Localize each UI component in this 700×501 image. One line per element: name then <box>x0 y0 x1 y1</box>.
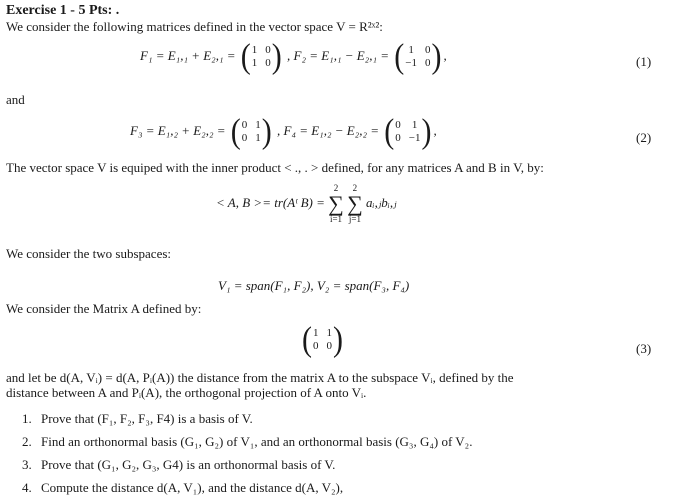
f2-matrix: ( 1 0 −1 0 ) <box>394 37 442 76</box>
matrix-a-text: We consider the Matrix A defined by: <box>6 301 202 316</box>
task-number: 3. <box>22 457 32 472</box>
f4-definition: , F₄ = E₁,₂ − E₂,₂ = <box>277 122 383 138</box>
f3-definition: F₃ = E₁,₂ + E₂,₂ = <box>130 122 229 138</box>
list-item <box>22 480 343 496</box>
distance-definition-line-1: and let be d(A, Vᵢ) = d(A, Pᵢ(A)) the distance from the matrix A to the subspace Vᵢ, defined by the <box>6 370 514 385</box>
task-number: 4. <box>22 480 32 495</box>
f1-matrix: ( 1 0 1 0 ) <box>240 37 282 76</box>
task-number: 1. <box>22 411 32 426</box>
inner-product-text: The vector space V is equiped with the inner product < ., . > defined, for any matrices A and B in V, by: <box>6 160 544 175</box>
intro-text: We consider the following matrices defined in the vector space V = R²ˣ²: <box>6 19 383 34</box>
list-item <box>22 457 335 473</box>
equation-2-number: (2) <box>636 130 652 145</box>
exercise-title: Exercise 1 - 5 Pts: . <box>6 3 120 18</box>
inner-product-formula <box>216 184 397 224</box>
equation-2: F₃ = E₁,₂ + E₂,₂ = ( 0 1 0 1 ) , F₄ = E₁,₂ − E₂,₂ = ( 0 1 0 −1 ) , <box>130 112 437 151</box>
f2-definition: , F₂ = E₁,₁ − E₂,₁ = <box>287 47 393 63</box>
f4-matrix: ( 0 1 0 −1 ) <box>384 112 432 151</box>
equation-1: F₁ = E₁,₁ + E₂,₁ = ( 1 0 1 0 ) , F₂ = E₁,₁ − E₂,₁ = ( 1 0 −1 0 ) , <box>140 37 447 76</box>
inner-product-lhs: < A, B >= tr(Aᵗ B) = <box>216 194 329 210</box>
task-text: Prove that (F₁, F₂, F₃, F4) is a basis of V. <box>41 411 253 426</box>
list-item <box>22 411 253 427</box>
task-text: Find an orthonormal basis (G₁, G₂) of V₁, and an orthonormal basis (G₃, G₄) of V₂. <box>41 434 473 449</box>
equation-3-number: (3) <box>636 341 652 356</box>
subspaces-text: We consider the two subspaces: <box>6 246 172 261</box>
sum-j-symbol: 2 ∑ j=1 <box>347 183 363 224</box>
f1-definition: F₁ = E₁,₁ + E₂,₁ = <box>140 47 239 63</box>
distance-definition-line-2: distance between A and Pᵢ(A), the orthogonal projection of A onto Vᵢ. <box>6 385 367 400</box>
and-text: and <box>6 92 25 107</box>
f3-matrix: ( 0 1 0 1 ) <box>230 112 272 151</box>
subspaces-formula: V₁ = span(F₁, F₂), V₂ = span(F₃, F₄) <box>218 278 410 293</box>
task-text: Prove that (G₁, G₂, G₃, G4) is an orthonormal basis of V. <box>41 457 336 472</box>
sum-i-symbol: 2 ∑ i=1 <box>328 183 344 224</box>
sum-term: aᵢ,ⱼbᵢ,ⱼ <box>366 194 397 210</box>
list-item <box>22 434 472 450</box>
equation-1-number: (1) <box>636 54 652 69</box>
task-text: Compute the distance d(A, V₁), and the distance d(A, V₂), <box>41 480 344 495</box>
matrix-a: ( 1 1 0 0 ) <box>302 320 343 359</box>
task-number: 2. <box>22 434 32 449</box>
